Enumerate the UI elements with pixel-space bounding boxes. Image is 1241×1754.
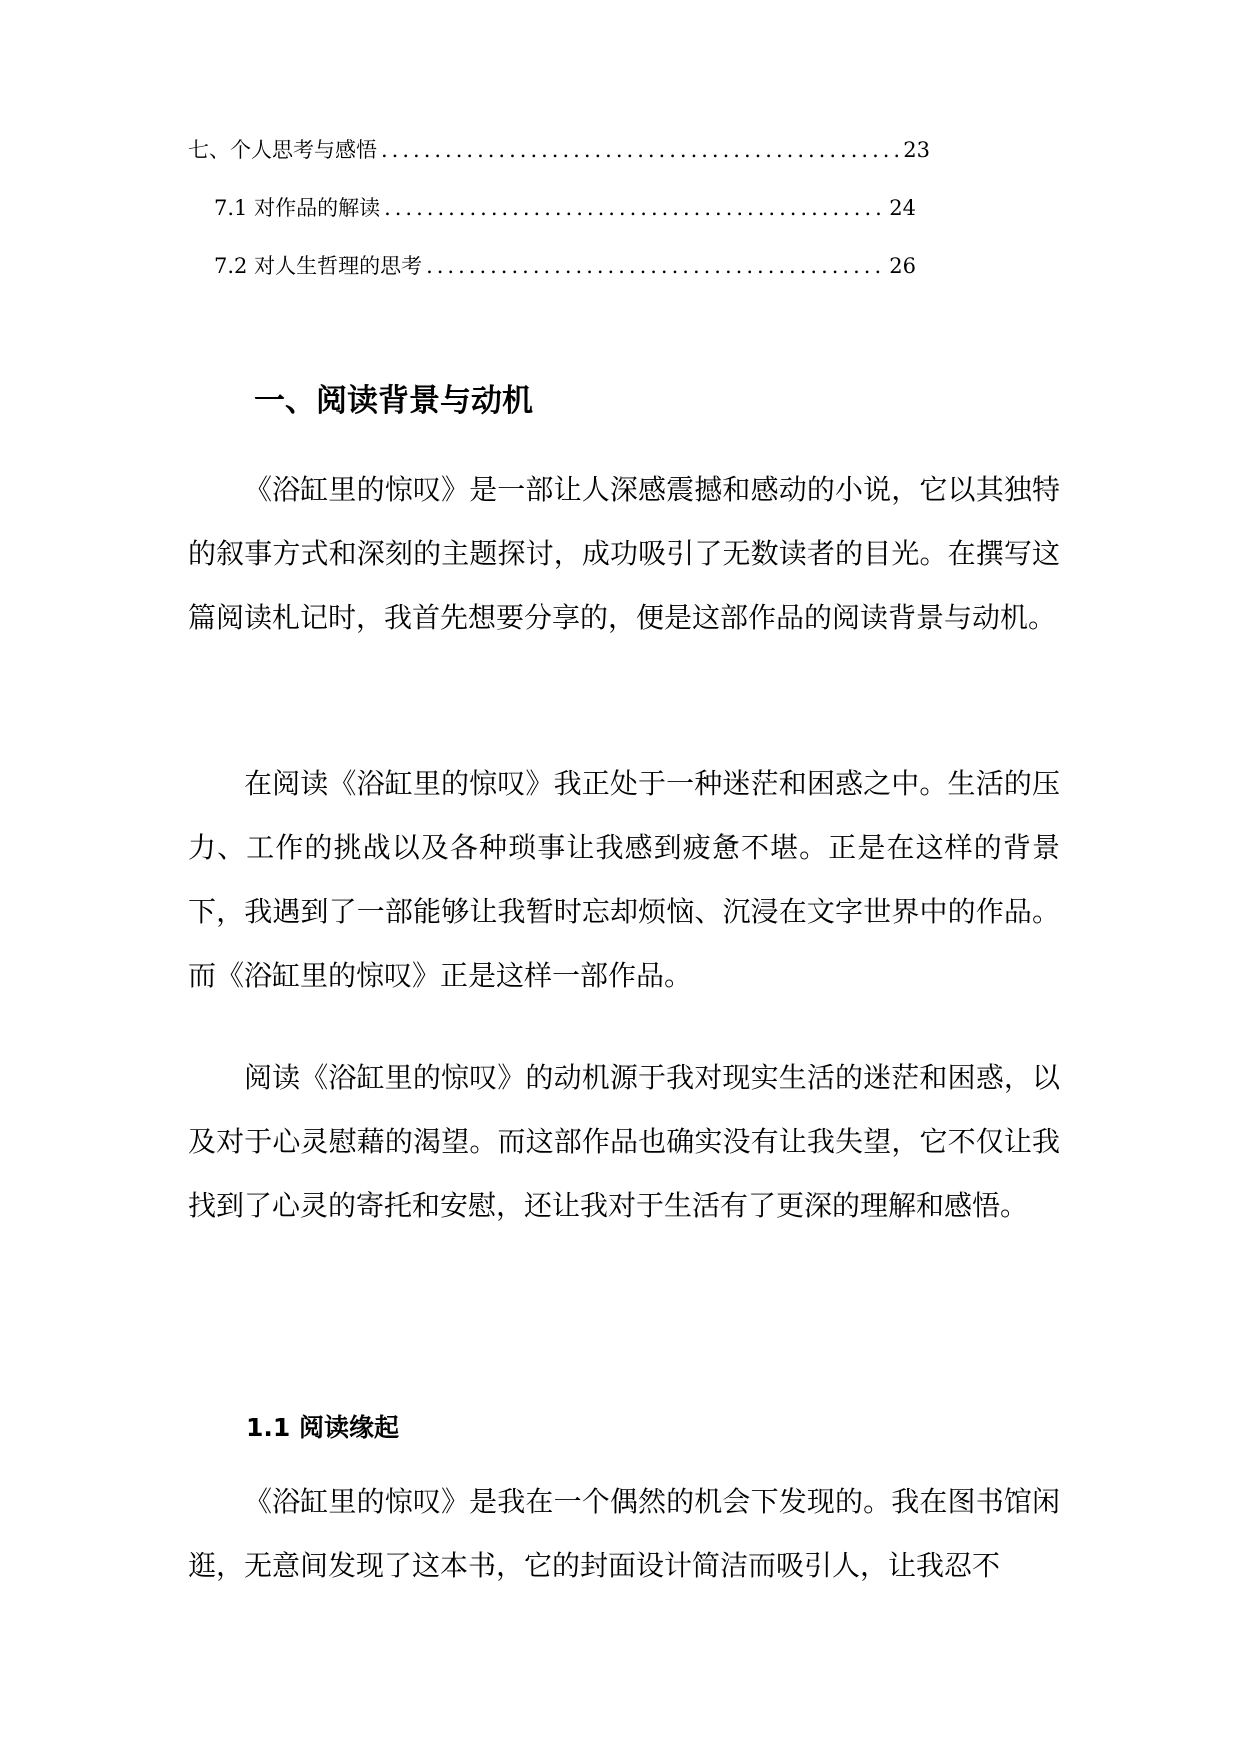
toc-entry-title: 7.1 对作品的解读 [214, 196, 381, 220]
toc-entry[interactable] [214, 188, 916, 228]
toc-entry-title: 七、个人思考与感悟 [188, 138, 377, 162]
body-paragraph: 在阅读《浴缸里的惊叹》我正处于一种迷茫和困惑之中。生活的压力、工作的挑战以及各种琐事让我感到疲惫不堪。正是在这样的背景下，我遇到了一部能够让我暂时忘却烦恼、沉浸在文字世界中的作品。而《浴缸里的惊叹》正是这样一部作品。 [188, 767, 1060, 992]
toc-entry-page: 23 [903, 138, 930, 162]
toc-entry-title: 7.2 对人生哲理的思考 [214, 254, 423, 278]
section-heading: 一、阅读背景与动机 [254, 383, 533, 419]
toc-entry[interactable] [214, 246, 916, 286]
toc-entry[interactable] [188, 130, 930, 170]
toc-entry-page: 26 [889, 254, 916, 278]
body-paragraph: 《浴缸里的惊叹》是一部让人深感震撼和感动的小说，它以其独特的叙事方式和深刻的主题探讨，成功吸引了无数读者的目光。在撰写这篇阅读札记时，我首先想要分享的，便是这部作品的阅读背景与动机。 [188, 473, 1060, 634]
body-paragraph: 阅读《浴缸里的惊叹》的动机源于我对现实生活的迷茫和困惑，以及对于心灵慰藉的渴望。而这部作品也确实没有让我失望，它不仅让我找到了心灵的寄托和安慰，还让我对于生活有了更深的理解和感悟。 [188, 1061, 1060, 1222]
toc-leader-dots [426, 246, 885, 286]
subsection-heading: 1.1 阅读缘起 [246, 1413, 399, 1442]
toc-leader-dots [381, 130, 899, 170]
body-paragraph: 《浴缸里的惊叹》是我在一个偶然的机会下发现的。我在图书馆闲逛，无意间发现了这本书，它的封面设计简洁而吸引人，让我忍不 [188, 1485, 1060, 1582]
toc-entry-page: 24 [889, 196, 916, 220]
toc-leader-dots [384, 188, 885, 228]
